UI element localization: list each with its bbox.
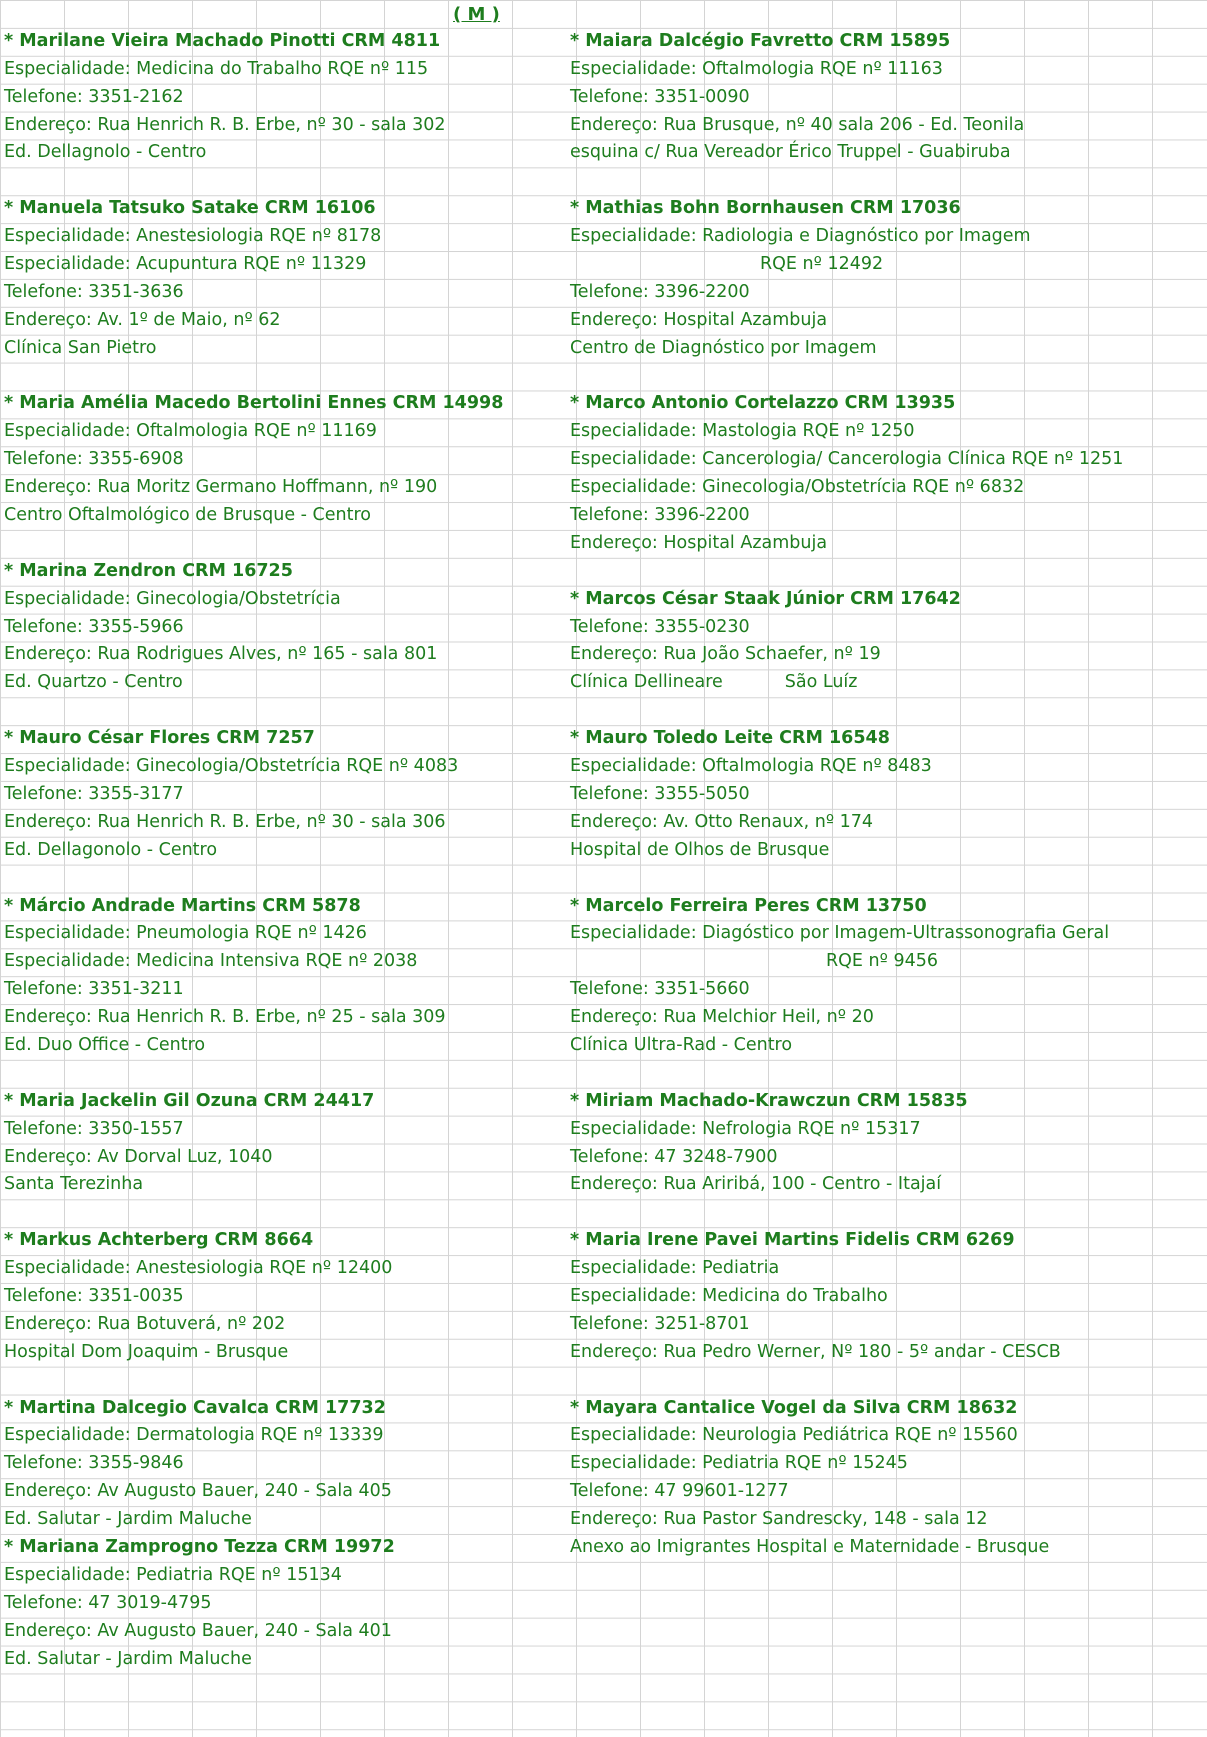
empty-row <box>4 1060 564 1088</box>
doctor-detail-line: Especialidade: Anestesiologia RQE nº 12400 <box>4 1258 393 1279</box>
empty-row <box>570 865 1200 893</box>
doctor-detail-line: Especialidade: Ginecologia/Obstetrícia RQE nº 4083 <box>4 756 459 777</box>
doctor-detail-line: Telefone: 3351-0035 <box>4 1285 184 1306</box>
doctor-detail-line: Endereço: Hospital Azambuja <box>570 309 828 330</box>
doctor-detail-line: Endereço: Rua Brusque, nº 40 sala 206 - Ed. Teonila <box>570 114 1025 135</box>
doctor-detail-line: Telefone: 47 99601-1277 <box>570 1481 789 1502</box>
section-letter-heading: ( M ) <box>453 4 500 25</box>
doctor-detail-line: Telefone: 3351-5660 <box>570 979 750 1000</box>
empty-row <box>570 1060 1200 1088</box>
doctor-detail-line: Endereço: Av. Otto Renaux, nº 174 <box>570 811 874 832</box>
doctor-name-heading: * Marco Antonio Cortelazzo CRM 13935 <box>570 393 956 414</box>
doctor-name-heading: * Marcos César Staak Júnior CRM 17642 <box>570 588 961 609</box>
doctor-name-heading: * Manuela Tatsuko Satake CRM 16106 <box>4 198 376 219</box>
doctor-detail-line: Centro de Diagnóstico por Imagem <box>570 337 877 358</box>
doctor-detail-line: Especialidade: Dermatologia RQE nº 13339 <box>4 1425 384 1446</box>
doctor-detail-line: Endereço: Rua Rodrigues Alves, nº 165 - sala 801 <box>4 644 438 665</box>
empty-row <box>570 697 1200 725</box>
detail-text-primary: Clínica Dellineare <box>570 672 723 693</box>
doctor-name-heading: * Márcio Andrade Martins CRM 5878 <box>4 895 361 916</box>
empty-row <box>4 865 564 893</box>
doctor-detail-line: Especialidade: Neurologia Pediátrica RQE nº 15560 <box>570 1425 1018 1446</box>
doctor-detail-line: Especialidade: Medicina Intensiva RQE nº 2038 <box>4 951 418 972</box>
doctor-detail-line: Especialidade: Medicina do Trabalho RQE nº 115 <box>4 58 429 79</box>
doctor-detail-line: Ed. Quartzo - Centro <box>4 672 183 693</box>
doctor-detail-line: Telefone: 3355-5966 <box>4 616 184 637</box>
doctor-detail-line: Telefone: 3351-3636 <box>4 281 184 302</box>
doctor-detail-line: Endereço: Rua Pastor Sandrescky, 148 - sala 12 <box>570 1509 988 1530</box>
right-directory-column <box>570 0 1200 1562</box>
doctor-detail-line: Telefone: 47 3019-4795 <box>4 1592 212 1613</box>
doctor-detail-line: Ed. Dellagnolo - Centro <box>4 142 207 163</box>
left-directory-column <box>4 0 564 1673</box>
doctor-detail-line: Endereço: Av Augusto Bauer, 240 - Sala 405 <box>4 1481 392 1502</box>
doctor-detail-line: Especialidade: Nefrologia RQE nº 15317 <box>570 1118 921 1139</box>
doctor-name-heading: * Maria Irene Pavei Martins Fidelis CRM 6269 <box>570 1230 1015 1251</box>
doctor-detail-line: Especialidade: Anestesiologia RQE nº 8178 <box>4 226 382 247</box>
doctor-detail-line: esquina c/ Rua Vereador Érico Truppel - Guabiruba <box>570 142 1011 163</box>
doctor-detail-line: Endereço: Av Augusto Bauer, 240 - Sala 401 <box>4 1620 392 1641</box>
doctor-name-heading: * Martina Dalcegio Cavalca CRM 17732 <box>4 1397 386 1418</box>
doctor-detail-line: Especialidade: Diagóstico por Imagem-Ultrassonografia Geral <box>570 923 1110 944</box>
doctor-detail-line: RQE nº 12492 <box>760 254 884 275</box>
doctor-detail-line: Telefone: 3396-2200 <box>570 505 750 526</box>
doctor-detail-line: Especialidade: Mastologia RQE nº 1250 <box>570 421 915 442</box>
doctor-name-heading: * Marina Zendron CRM 16725 <box>4 560 293 581</box>
doctor-detail-line: Endereço: Av Dorval Luz, 1040 <box>4 1146 273 1167</box>
doctor-detail-line: Especialidade: Medicina do Trabalho <box>570 1285 888 1306</box>
doctor-detail-line: Telefone: 3355-9846 <box>4 1453 184 1474</box>
doctor-detail-line: Endereço: Rua Henrich R. B. Erbe, nº 30 - sala 302 <box>4 114 446 135</box>
doctor-detail-line: Telefone: 3351-0090 <box>570 86 750 107</box>
doctor-name-heading: * Maiara Dalcégio Favretto CRM 15895 <box>570 30 951 51</box>
doctor-detail-line: Endereço: Rua Henrich R. B. Erbe, nº 25 - sala 309 <box>4 1007 446 1028</box>
doctor-name-heading: * Maria Jackelin Gil Ozuna CRM 24417 <box>4 1090 375 1111</box>
doctor-detail-line <box>570 669 1200 697</box>
doctor-detail-line: Especialidade: Oftalmologia RQE nº 11169 <box>4 421 377 442</box>
doctor-detail-line: Telefone: 3355-6908 <box>4 449 184 470</box>
doctor-detail-line: Hospital Dom Joaquim - Brusque <box>4 1341 289 1362</box>
doctor-detail-line: Telefone: 3355-5050 <box>570 783 750 804</box>
doctor-detail-line: Endereço: Rua Pedro Werner, Nº 180 - 5º andar - CESCB <box>570 1341 1061 1362</box>
doctor-name-heading: * Marilane Vieira Machado Pinotti CRM 4811 <box>4 30 441 51</box>
doctor-detail-line: Especialidade: Ginecologia/Obstetrícia <box>4 588 341 609</box>
doctor-detail-line: Especialidade: Pediatria RQE nº 15134 <box>4 1564 342 1585</box>
doctor-detail-line: Especialidade: Pneumologia RQE nº 1426 <box>4 923 367 944</box>
empty-row <box>570 167 1200 195</box>
doctor-detail-line: Endereço: Rua Henrich R. B. Erbe, nº 30 - sala 306 <box>4 811 446 832</box>
doctor-detail-line: Endereço: Rua Ariribá, 100 - Centro - Itajaí <box>570 1174 942 1195</box>
empty-row <box>570 0 1200 28</box>
empty-row <box>4 530 564 558</box>
empty-row <box>4 1199 564 1227</box>
doctor-detail-line: Endereço: Rua João Schaefer, nº 19 <box>570 644 881 665</box>
doctor-detail-line: Endereço: Av. 1º de Maio, nº 62 <box>4 309 281 330</box>
doctor-detail-line: Telefone: 47 3248-7900 <box>570 1146 778 1167</box>
doctor-detail-line: Especialidade: Ginecologia/Obstetrícia RQE nº 6832 <box>570 477 1025 498</box>
doctor-detail-line: Telefone: 3351-2162 <box>4 86 184 107</box>
empty-row <box>570 558 1200 586</box>
doctor-detail-line: Ed. Salutar - Jardim Maluche <box>4 1648 252 1669</box>
doctor-detail-line: Endereço: Rua Botuverá, nº 202 <box>4 1313 286 1334</box>
doctor-detail-line: Anexo ao Imigrantes Hospital e Maternidade - Brusque <box>570 1536 1050 1557</box>
doctor-detail-line: Ed. Salutar - Jardim Maluche <box>4 1509 252 1530</box>
doctor-name-heading: * Mayara Cantalice Vogel da Silva CRM 18632 <box>570 1397 1018 1418</box>
doctor-detail-line: Telefone: 3251-8701 <box>570 1313 750 1334</box>
doctor-name-heading: * Mariana Zamprogno Tezza CRM 19972 <box>4 1536 395 1557</box>
detail-text-secondary: São Luíz <box>784 672 858 693</box>
doctor-detail-line: Centro Oftalmológico de Brusque - Centro <box>4 505 371 526</box>
doctor-detail-line: Especialidade: Pediatria RQE nº 15245 <box>570 1453 908 1474</box>
doctor-detail-line: Endereço: Hospital Azambuja <box>570 532 828 553</box>
doctor-detail-line: RQE nº 9456 <box>826 951 938 972</box>
doctor-name-heading: * Miriam Machado-Krawczun CRM 15835 <box>570 1090 968 1111</box>
doctor-detail-line: Especialidade: Pediatria <box>570 1258 780 1279</box>
doctor-name-heading: * Maria Amélia Macedo Bertolini Ennes CRM 14998 <box>4 393 504 414</box>
doctor-name-heading: * Marcelo Ferreira Peres CRM 13750 <box>570 895 927 916</box>
doctor-name-heading: * Markus Achterberg CRM 8664 <box>4 1230 314 1251</box>
doctor-detail-line: Clínica San Pietro <box>4 337 157 358</box>
empty-row <box>4 697 564 725</box>
doctor-detail-line: Endereço: Rua Moritz Germano Hoffmann, nº 190 <box>4 477 438 498</box>
doctor-detail-line: Endereço: Rua Melchior Heil, nº 20 <box>570 1007 874 1028</box>
doctor-detail-line: Especialidade: Cancerologia/ Cancerologia Clínica RQE nº 1251 <box>570 449 1124 470</box>
doctor-detail-line: Especialidade: Radiologia e Diagnóstico por Imagem <box>570 226 1031 247</box>
doctor-detail-line: Especialidade: Acupuntura RQE nº 11329 <box>4 254 367 275</box>
empty-row <box>4 0 564 28</box>
empty-row <box>4 1367 564 1395</box>
empty-row <box>570 1367 1200 1395</box>
doctor-name-heading: * Mauro César Flores CRM 7257 <box>4 728 315 749</box>
doctor-detail-line: Especialidade: Oftalmologia RQE nº 8483 <box>570 756 932 777</box>
doctor-detail-line: Telefone: 3355-0230 <box>570 616 750 637</box>
empty-row <box>4 167 564 195</box>
doctor-detail-line: Especialidade: Oftalmologia RQE nº 11163 <box>570 58 943 79</box>
doctor-detail-line: Telefone: 3351-3211 <box>4 979 184 1000</box>
doctor-detail-line: Telefone: 3396-2200 <box>570 281 750 302</box>
doctor-detail-line: Ed. Duo Office - Centro <box>4 1034 206 1055</box>
doctor-detail-line: Hospital de Olhos de Brusque <box>570 839 830 860</box>
doctor-name-heading: * Mathias Bohn Bornhausen CRM 17036 <box>570 198 961 219</box>
doctor-detail-line: Clínica Ultra-Rad - Centro <box>570 1034 793 1055</box>
doctor-name-heading: * Mauro Toledo Leite CRM 16548 <box>570 728 890 749</box>
empty-row <box>4 363 564 391</box>
doctor-detail-line: Ed. Dellagonolo - Centro <box>4 839 218 860</box>
empty-row <box>570 1199 1200 1227</box>
empty-row <box>570 363 1200 391</box>
doctor-detail-line: Telefone: 3350-1557 <box>4 1118 184 1139</box>
doctor-detail-line: Telefone: 3355-3177 <box>4 783 184 804</box>
doctor-detail-line: Santa Terezinha <box>4 1174 144 1195</box>
